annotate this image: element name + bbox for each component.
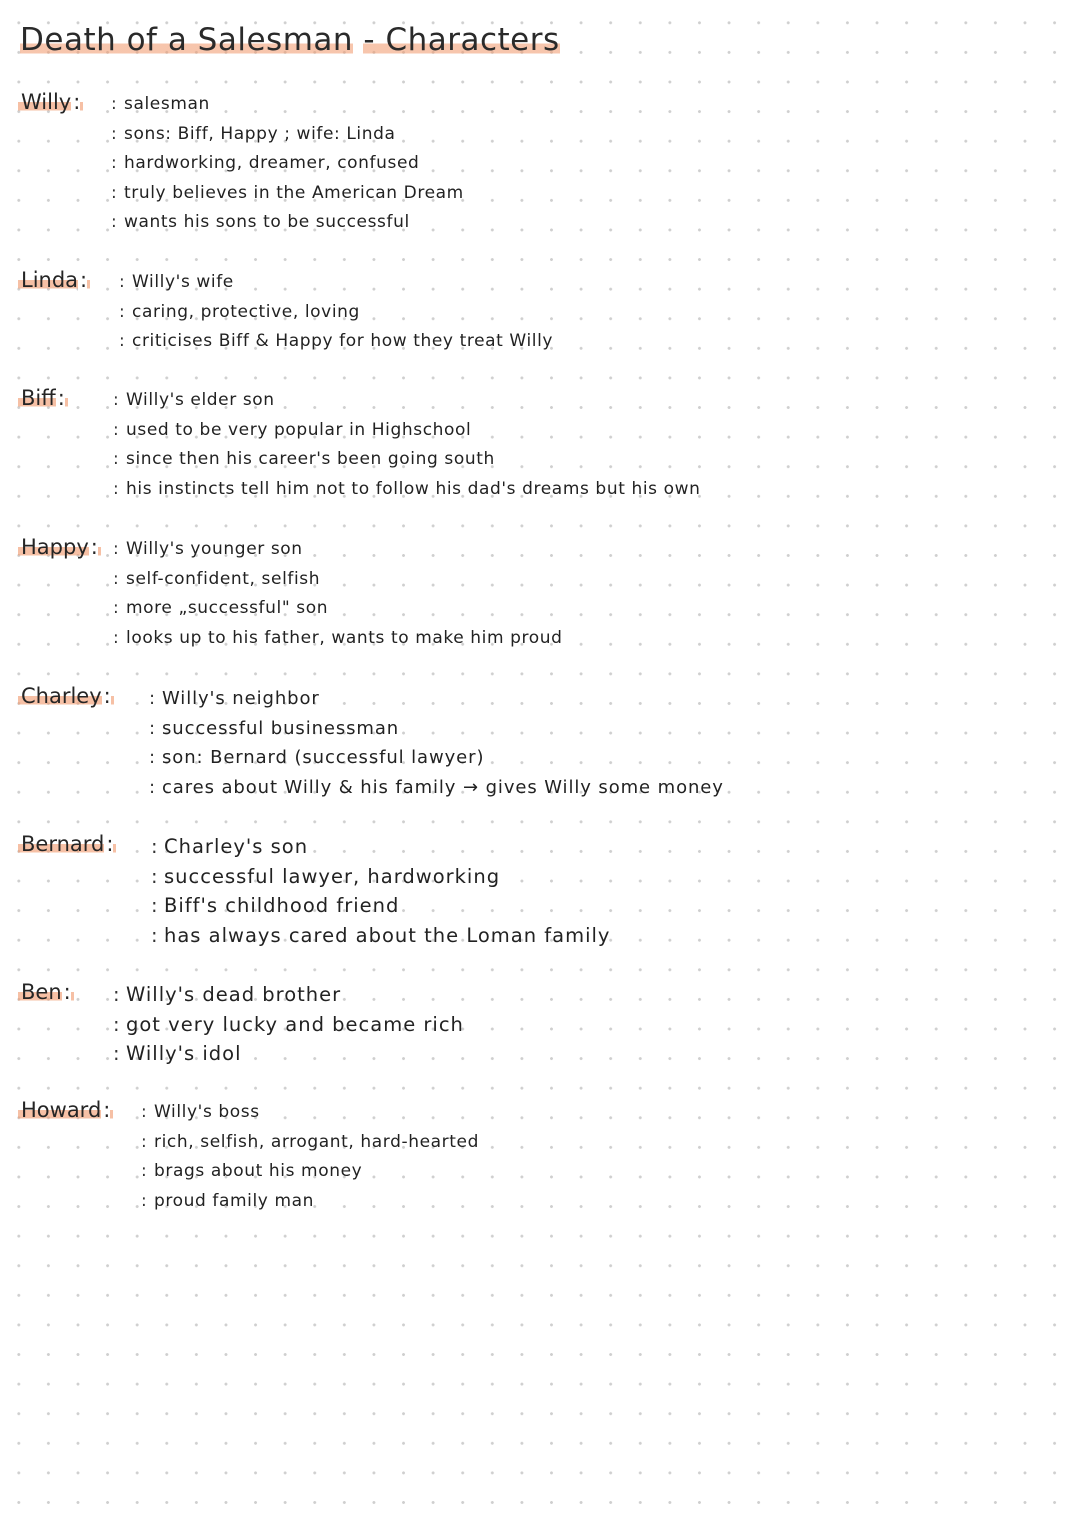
trait-list xyxy=(132,268,553,357)
trait-item: : rich, selfish, arrogant, hard-hearted xyxy=(154,1128,479,1158)
trait-item: : self-confident, selfish xyxy=(126,565,563,595)
trait-item: : got very lucky and became rich xyxy=(126,1010,464,1040)
character-name: Bernard: xyxy=(18,832,116,856)
trait-item: : Willy's wife xyxy=(132,268,553,298)
trait-item: : Willy's dead brother xyxy=(126,980,464,1010)
trait-item: : cares about Willy & his family → gives Willy some money xyxy=(162,773,724,803)
trait-item: : son: Bernard (successful lawyer) xyxy=(162,743,724,773)
trait-list xyxy=(126,535,563,653)
trait-item: : since then his career's been going south xyxy=(126,445,701,475)
trait-list xyxy=(124,90,464,238)
title-main: Death of a Salesman xyxy=(20,22,354,58)
trait-item: : wants his sons to be successful xyxy=(124,208,464,238)
trait-item: : salesman xyxy=(124,90,464,120)
trait-item: : hardworking, dreamer, confused xyxy=(124,149,464,179)
title-sub: - Characters xyxy=(363,22,560,58)
trait-item: : criticises Biff & Happy for how they treat Willy xyxy=(132,327,553,357)
character-name: Biff: xyxy=(18,386,68,410)
trait-item: : brags about his money xyxy=(154,1157,479,1187)
trait-item: : Willy's idol xyxy=(126,1039,464,1069)
trait-list xyxy=(164,832,610,950)
trait-item: : used to be very popular in Highschool xyxy=(126,416,701,446)
trait-item: : successful businessman xyxy=(162,714,724,744)
trait-list xyxy=(126,386,701,504)
character-name: Ben: xyxy=(18,980,74,1004)
trait-item: : Willy's elder son xyxy=(126,386,701,416)
character-name: Charley: xyxy=(18,684,114,708)
trait-item: : his instincts tell him not to follow his dad's dreams but his own xyxy=(126,475,701,505)
character-name: Happy: xyxy=(18,535,101,559)
trait-item: : Charley's son xyxy=(164,832,610,862)
trait-item: : has always cared about the Loman family xyxy=(164,921,610,951)
trait-item: : truly believes in the American Dream xyxy=(124,179,464,209)
trait-item: : successful lawyer, hardworking xyxy=(164,862,610,892)
trait-item: : looks up to his father, wants to make him proud xyxy=(126,624,563,654)
character-name: Linda: xyxy=(18,268,90,292)
trait-item: : caring, protective, loving xyxy=(132,298,553,328)
trait-list xyxy=(162,684,724,802)
page-title xyxy=(20,22,560,58)
trait-list xyxy=(126,980,464,1069)
trait-item: : Willy's boss xyxy=(154,1098,479,1128)
trait-item: : Willy's neighbor xyxy=(162,684,724,714)
character-name: Willy: xyxy=(18,90,83,114)
trait-item: : proud family man xyxy=(154,1187,479,1217)
trait-item: : Biff's childhood friend xyxy=(164,891,610,921)
trait-item: : sons: Biff, Happy ; wife: Linda xyxy=(124,120,464,150)
trait-item: : more „successful" son xyxy=(126,594,563,624)
trait-list xyxy=(154,1098,479,1216)
trait-item: : Willy's younger son xyxy=(126,535,563,565)
character-name: Howard: xyxy=(18,1098,113,1122)
